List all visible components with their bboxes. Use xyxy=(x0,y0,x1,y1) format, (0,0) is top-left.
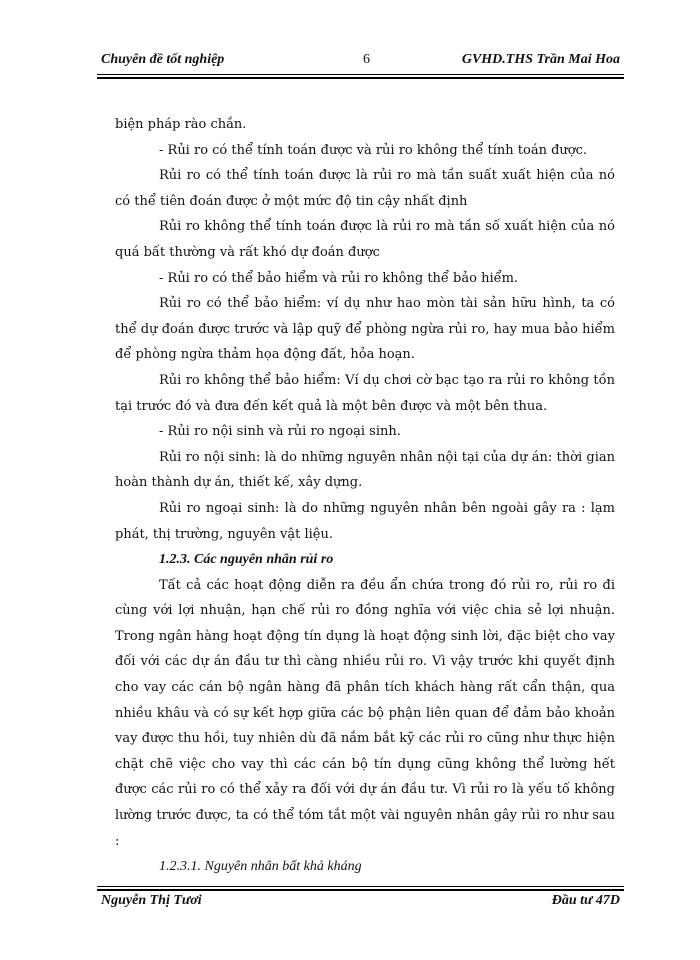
header-rule xyxy=(97,74,624,79)
header-supervisor: GVHD.THS Trần Mai Hoa xyxy=(461,52,620,67)
section-heading: 1.2.3. Các nguyên nhân rủi ro xyxy=(159,552,334,568)
paragraph: Rủi ro không thể bảo hiểm: Ví dụ chơi cờ bạc tạo ra rủi ro không tồn tại trước đó và đưa đến kết quả là một bên được và một bên thua. xyxy=(115,372,615,414)
page-footer xyxy=(97,893,624,915)
paragraph: - Rủi ro nội sinh và rủi ro ngoại sinh. xyxy=(159,424,401,440)
subsection-heading: 1.2.3.1. Nguyên nhân bất khả kháng xyxy=(159,859,362,875)
paragraph: - Rủi ro có thể tính toán được và rủi ro không thể tính toán được. xyxy=(159,142,588,158)
footer-class: Đầu tư 47D xyxy=(551,893,620,908)
header-page-number: 6 xyxy=(363,52,370,67)
paragraph: - Rủi ro có thể bảo hiểm và rủi ro không thể bảo hiểm. xyxy=(159,270,519,286)
paragraph: Tất cả các hoạt động diễn ra đều ẩn chứa trong đó rủi ro, rủi ro đi cùng với lợi nhuận, hạn chế rủi ro đồng nghĩa với việc chia sẻ lợi nhuận. Trong ngân hàng hoạt động tín dụng là hoạt động sinh lời, đặc biệt cho vay đối với các dự án đầu tư thì càng nhiều rủi ro. Vì vậy trước khi quyết định cho vay các cán bộ ngân hàng đã phân tích khách hàng rất cẩn thận, qua nhiều khâu và có sự kết hợp giữa các bộ phận liên quan để đảm bảo khoản vay được thu hồi, tuy nhiên dù đã nắm bắt kỹ các rủi ro cũng như thực hiện chặt chẽ việc cho vay thì các cán bộ tín dụng cũng không thể lường hết được các rủi ro có thể xảy ra đối với dự án đầu tư. Vì rủi ro là yếu tố không lường trước được, ta có thể tóm tắt một vài nguyên nhân gây rủi ro như sau : xyxy=(115,577,615,849)
paragraph: biện pháp rào chắn. xyxy=(115,117,247,132)
paragraph: Rủi ro có thể tính toán được là rủi ro mà tần suất xuất hiện của nó có thể tiên đoán được ở một mức độ tin cậy nhất định xyxy=(115,168,615,209)
paragraph: Rủi ro nội sinh: là do những nguyên nhân nội tại của dự án: thời gian hoàn thành dự án, thiết kế, xây dựng. xyxy=(115,449,615,491)
page-body xyxy=(115,112,615,880)
page-header xyxy=(97,50,624,72)
paragraph: Rủi ro ngoại sinh: là do những nguyên nhân bên ngoài gây ra : lạm phát, thị trường, nguyên vật liệu. xyxy=(115,500,615,542)
paragraph: Rủi ro không thể tính toán được là rủi ro mà tần số xuất hiện của nó quá bất thường và rất khó dự đoán được xyxy=(115,219,615,260)
paragraph: Rủi ro có thể bảo hiểm: ví dụ như hao mòn tài sản hữu hình, ta có thể dự đoán được trước và lập quỹ để phòng ngừa rủi ro, hay mua bảo hiểm để phòng ngừa thảm họa động đất, hỏa hoạn. xyxy=(115,296,615,363)
header-document-type: Chuyên đề tốt nghiệp xyxy=(101,52,225,67)
footer-rule xyxy=(97,886,624,891)
footer-author: Nguyễn Thị Tươi xyxy=(101,893,202,908)
